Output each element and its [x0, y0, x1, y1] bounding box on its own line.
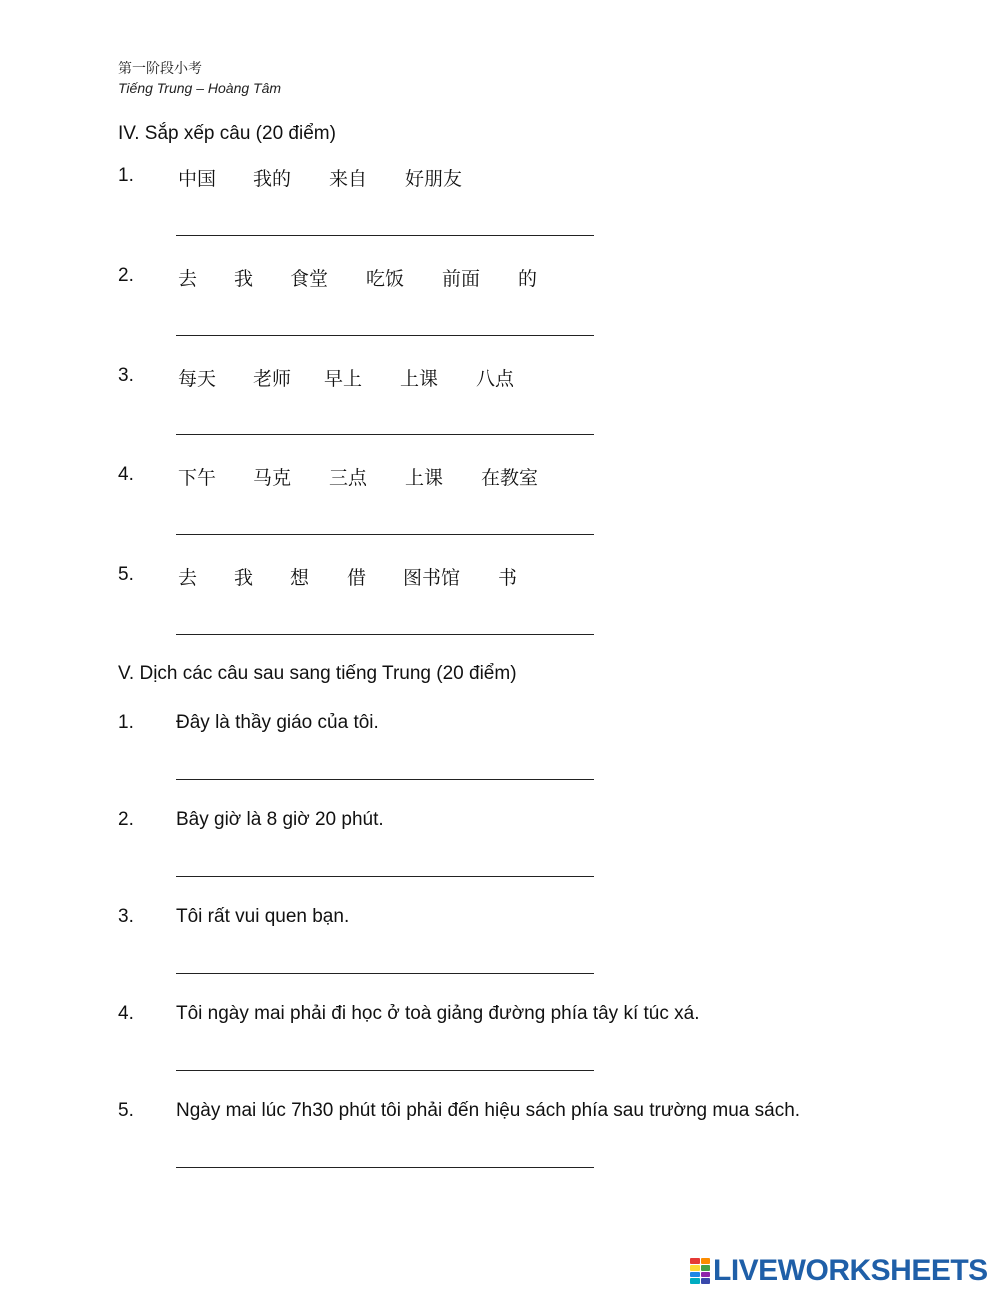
section-4-title: IV. Sắp xếp câu (20 điểm)	[118, 123, 336, 144]
item-number: 2.	[118, 809, 134, 830]
word-tile: 早上	[324, 368, 363, 390]
section-5-title: V. Dịch các câu sau sang tiếng Trung (20 điểm)	[118, 663, 517, 684]
item-number: 4.	[118, 464, 134, 485]
word-tile: 老师	[253, 368, 292, 390]
item-number: 3.	[118, 906, 134, 927]
word-tile: 下午	[178, 467, 217, 489]
item-number: 5.	[118, 1100, 134, 1121]
word-tile: 在教室	[481, 467, 539, 489]
item-number: 2.	[118, 265, 134, 286]
word-tile: 八点	[476, 368, 515, 390]
header-subtitle: Tiếng Trung – Hoàng Tâm	[118, 80, 282, 96]
logo-square	[701, 1272, 711, 1278]
word-tile: 去	[178, 567, 198, 589]
word-tile: 食堂	[290, 268, 329, 290]
answer-line[interactable]	[176, 634, 594, 635]
answer-line[interactable]	[176, 1167, 594, 1168]
item-number: 1.	[118, 712, 134, 733]
logo-square	[701, 1278, 711, 1284]
answer-line[interactable]	[176, 1070, 594, 1071]
word-tile: 前面	[442, 268, 481, 290]
word-tile: 上课	[400, 368, 439, 390]
word-tile: 我的	[253, 168, 292, 190]
item-number: 3.	[118, 365, 134, 386]
sentence-text: Tôi ngày mai phải đi học ở toà giảng đường phía tây kí túc xá.	[176, 1003, 700, 1024]
sentence-text: Tôi rất vui quen bạn.	[176, 906, 350, 927]
word-tile: 好朋友	[405, 168, 463, 190]
sentence-text: Đây là thầy giáo của tôi.	[176, 712, 379, 733]
logo-square	[690, 1278, 700, 1284]
answer-line[interactable]	[176, 235, 594, 236]
item-number: 4.	[118, 1003, 134, 1024]
answer-line[interactable]	[176, 434, 594, 435]
sentence-text: Ngày mai lúc 7h30 phút tôi phải đến hiệu sách phía sau trường mua sách.	[176, 1100, 801, 1121]
logo-square	[690, 1272, 700, 1278]
liveworksheets-logo[interactable]	[690, 1254, 988, 1288]
word-tile: 我	[234, 567, 254, 589]
sentence-text: Bây giờ là 8 giờ 20 phút.	[176, 809, 384, 830]
word-tile: 借	[347, 567, 367, 589]
header-title: 第一阶段小考	[118, 61, 202, 77]
logo-badge-icon	[690, 1258, 710, 1284]
word-tile: 吃饭	[366, 268, 405, 290]
word-tile: 三点	[329, 467, 368, 489]
word-tile: 去	[178, 268, 198, 290]
word-tile: 来自	[329, 168, 368, 190]
answer-line[interactable]	[176, 335, 594, 336]
answer-line[interactable]	[176, 534, 594, 535]
word-tile: 的	[518, 268, 538, 290]
word-tile: 我	[234, 268, 254, 290]
logo-square	[701, 1258, 711, 1264]
word-tile: 上课	[405, 467, 444, 489]
logo-square	[701, 1265, 711, 1271]
logo-square	[690, 1265, 700, 1271]
word-tile: 想	[290, 567, 310, 589]
item-number: 1.	[118, 165, 134, 186]
word-tile: 图书馆	[403, 567, 461, 589]
logo-square	[690, 1258, 700, 1264]
item-number: 5.	[118, 564, 134, 585]
word-tile: 书	[498, 567, 518, 589]
logo-text: LIVEWORKSHEETS	[713, 1254, 988, 1287]
word-tile: 每天	[178, 368, 217, 390]
word-tile: 中国	[178, 168, 217, 190]
answer-line[interactable]	[176, 973, 594, 974]
word-tile: 马克	[253, 467, 292, 489]
answer-line[interactable]	[176, 779, 594, 780]
answer-line[interactable]	[176, 876, 594, 877]
